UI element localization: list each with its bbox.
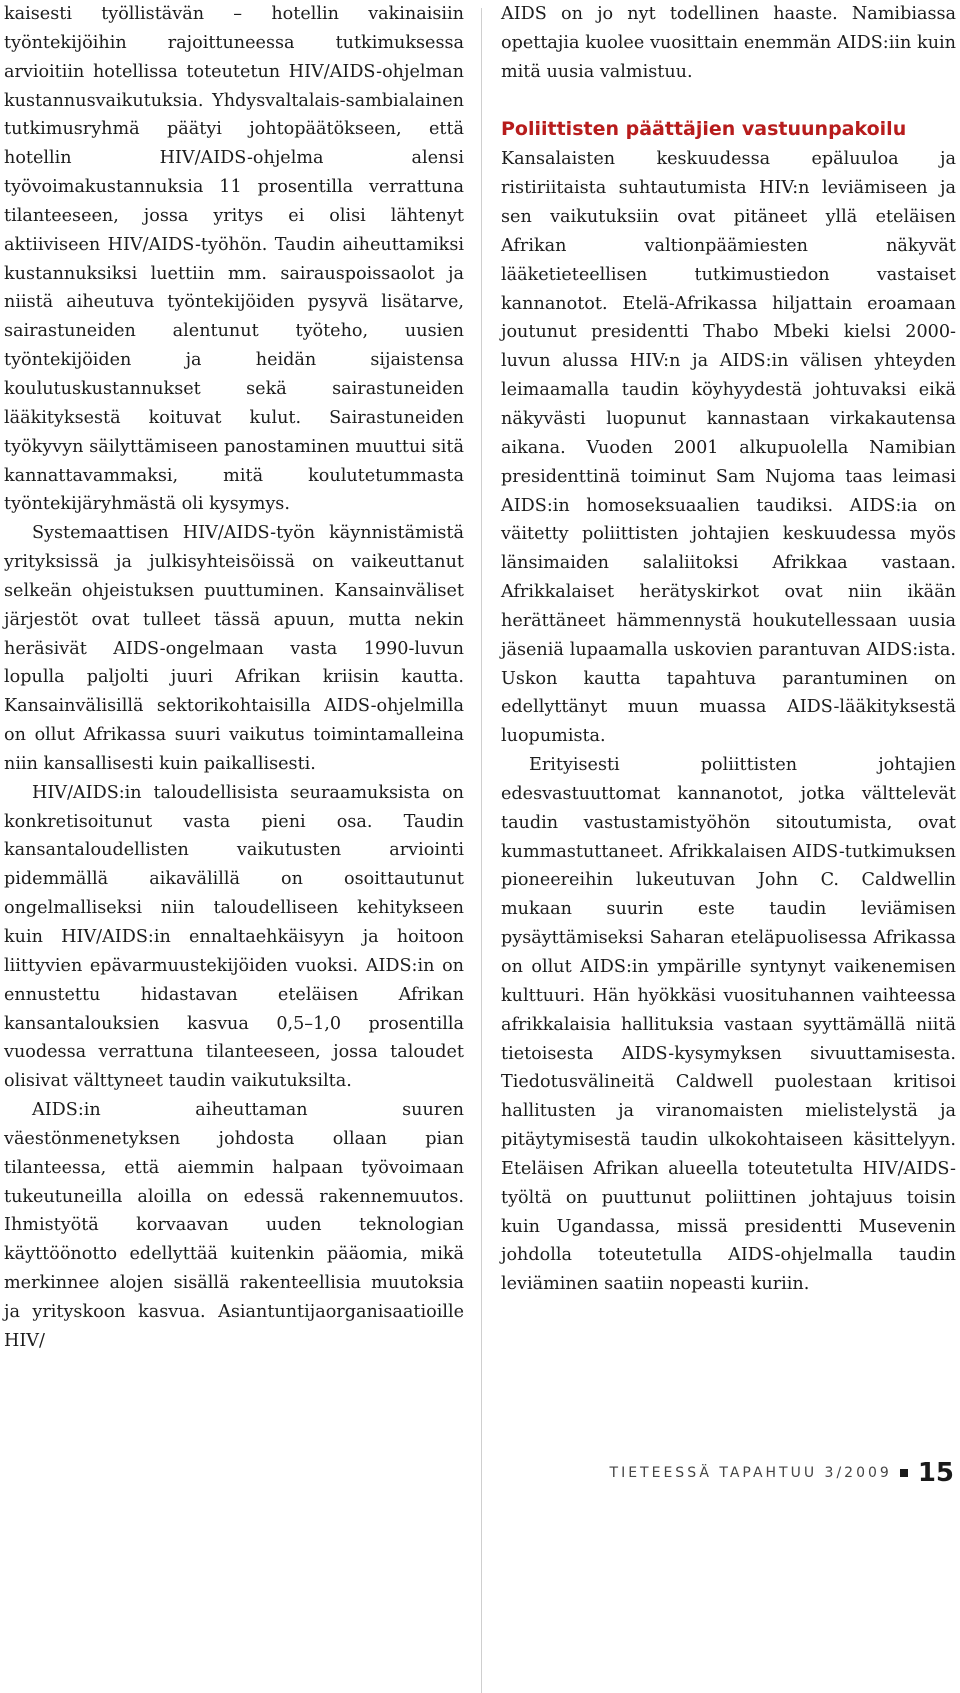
left-paragraph-2: Systemaattisen HIV/AIDS-työn käynnistämistä yrityksissä ja julkisyhteisöissä on vaikeuttanut selkeän ohjeistuksen puuttuminen. Kansainväliset järjestöt ovat tulleet tässä apuun, mutta nekin heräsivät AIDS-ongelmaan vasta 1990-luvun lopulla paljolti juuri Afrikan kriisin kautta. Kansainvälisillä sektorikohtaisilla AIDS-ohjelmilla on ollut Afrikassa suuri vaikutus toimintamalleina niin kansallisesti kuin paikallisesti. bbox=[4, 523, 464, 774]
publication-name: TIETEESSÄ TAPAHTUU 3/2009 bbox=[609, 1465, 892, 1481]
page-number: 15 bbox=[917, 1458, 954, 1488]
left-paragraph-1: kaisesti työllistävän – hotellin vakinaisiin työntekijöihin rajoittuneessa tutkimuksessa arvioitiin hotellissa toteutetun HIV/AIDS-ohjelman kustannusvaikutuksia. Yhdysvaltalais-sambialainen tutkimusryhmä päätyi johtopäätökseen, että hotellin HIV/AIDS-ohjelma alensi työvoimakustannuksia 11 prosentilla verrattuna tilanteeseen, jossa yritys ei olisi lähtenyt aktiiviseen HIV/AIDS-työhön. Taudin aiheuttamiksi kustannuksiksi luettiin mm. sairauspoissaolot ja niistä aiheutuva työntekijöiden pysyvä lisätarve, sairastuneiden alentunut työteho, uusien työntekijöiden ja heidän sijaistensa koulutuskustannukset sekä sairastuneiden lääkityksestä koituvat kulut. Sairastuneiden työkyvyn säilyttämiseen panostaminen muuttui sitä kannattavammaksi, mitä koulutetummasta työntekijäryhmästä oli kysymys. bbox=[4, 4, 464, 515]
right-paragraph-2: Kansalaisten keskuudessa epäluuloa ja ristiriitaista suhtautumista HIV:n leviämiseen ja sen vaikutuksiin ovat pitäneet yllä eteläisen Afrikan valtionpäämiesten näkyvät lääketieteellisen tutkimustiedon vastaiset kannanotot. Etelä-Afrikassa hiljattain eroamaan joutunut presidentti Thabo Mbeki kielsi 2000-luvun alussa HIV:n ja AIDS:in välisen yhteyden leimaamalla taudin köyhyydestä johtuvaksi eikä näkyvästi luopunut kannastaan virkakautensa aikana. Vuoden 2001 alkupuolella Namibian presidenttinä toiminut Sam Nujoma taas leimasi AIDS:in homoseksuaalien taudiksi. AIDS:ia on väitetty poliittisten johtajien keskuudessa myös länsimaiden salaliitoksi Afrikkaa vastaan. Afrikkalaiset herätyskirkot ovat niin ikään herättäneet hämmennystä houkutellessaan uusia jäseniä lupaamalla uskovien parantuvan AIDS:ista. Uskon kautta tapahtuva parantuminen on edellyttänyt muun muassa AIDS-lääkityksestä luopumista. bbox=[501, 149, 956, 747]
right-paragraph-3: Erityisesti poliittisten johtajien edesvastuuttomat kannanotot, jotka välttelevät taudin vastustamistyöhön sitoutumista, ovat kummastuttaneet. Afrikkalaisen AIDS-tutkimuksen pioneereihin lukeutuvan John C. Caldwellin mukaan suurin este taudin leviämisen pysäyttämiseksi Saharan eteläpuolisessa Afrikassa on ollut AIDS:in ympärille syntynyt vaikenemisen kulttuuri. Hän hyökkäsi vuosituhannen vaihteessa afrikkalaisia hallituksia vastaan syyttämällä niitä tietoisesta AIDS-kysymyksen sivuuttamisesta. Tiedotusvälineitä Caldwell puolestaan kritisoi hallitusten ja viranomaisten mielistelystä ja pitäytymisestä taudin ulkokohtaiseen käsittelyyn. Eteläisen Afrikan alueella toteutetulta HIV/AIDS-työltä on puuttunut poliittinen johtajuus toisin kuin Ugandassa, missä presidentti Musevenin johdolla toteutetulla AIDS-ohjelmalla taudin leviäminen saatiin nopeasti kuriin. bbox=[501, 755, 956, 1295]
left-paragraph-4: AIDS:in aiheuttaman suuren väestönmenetyksen johdosta ollaan pian tilanteessa, että aiemmin halpaan työvoimaan tukeutuneilla aloilla on edessä rakennemuutos. Ihmistyötä korvaavan uuden teknologian käyttöönotto edellyttää kuitenkin pääomia, mikä merkinnee alojen sisällä rakenteellisia muutoksia ja yrityskoon kasvua. Asiantuntijaorganisaatioille HIV/ bbox=[4, 1100, 464, 1351]
square-bullet-icon bbox=[900, 1469, 908, 1477]
section-heading: Poliittisten päättäjien vastuunpakoilu bbox=[501, 117, 907, 140]
page-footer bbox=[610, 1458, 954, 1488]
left-paragraph-3: HIV/AIDS:in taloudellisista seuraamuksista on konkretisoitunut vasta pieni osa. Taudin kansantaloudellisten vaikutusten arviointi pidemmällä aikavälillä on osoittautunut ongelmalliseksi niin taloudelliseen kehitykseen kuin HIV/AIDS:in ennaltaehkäisyyn ja hoitoon liittyvien epävarmuustekijöiden vuoksi. AIDS:in on ennustettu hidastavan eteläisen Afrikan kansantalouksien kasvua 0,5–1,0 prosentilla vuodessa verrattuna tilanteeseen, jossa taloudet olisivat välttyneet taudin vaikutuksilta. bbox=[4, 782, 464, 1092]
left-column bbox=[4, 0, 464, 1356]
right-paragraph-1: AIDS on jo nyt todellinen haaste. Namibiassa opettajia kuolee vuosittain enemmän AIDS:iin kuin mitä uusia valmistuu. bbox=[501, 4, 956, 82]
column-divider bbox=[481, 8, 482, 1693]
right-column bbox=[501, 0, 956, 1299]
